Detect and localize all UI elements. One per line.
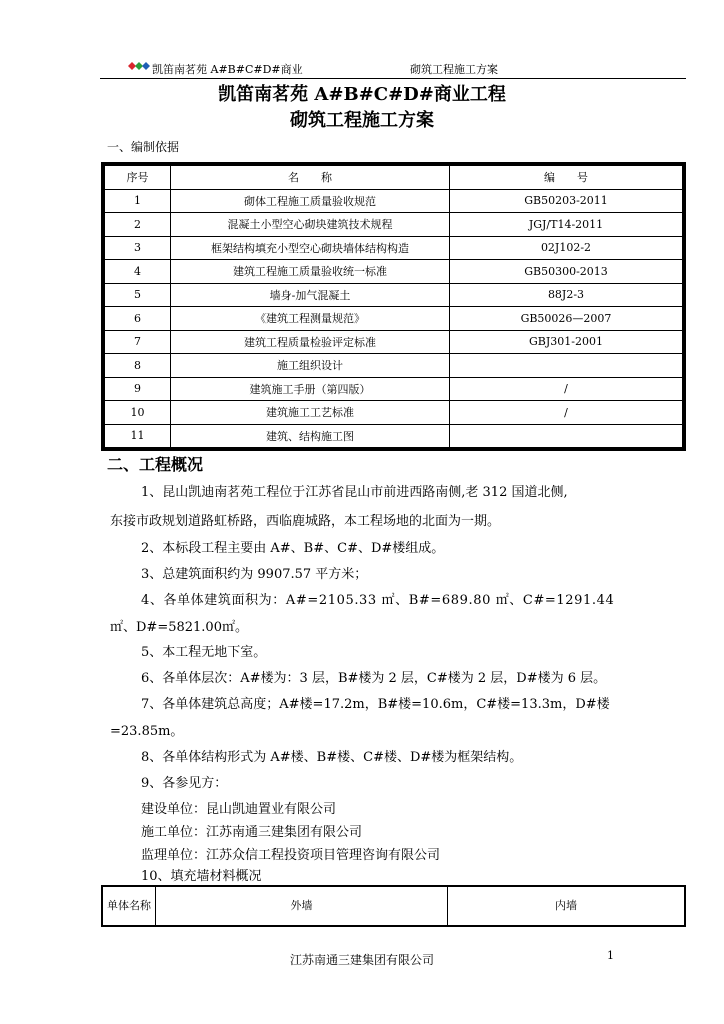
column-header: 序号: [105, 166, 171, 190]
construction-unit: 建设单位：昆山凯迪置业有限公司: [141, 802, 337, 817]
table-row: [105, 330, 683, 354]
paragraph-3: 3、总建筑面积约为 9907.57 平方米；: [141, 567, 368, 582]
paragraph-9: 9、各参见方：: [141, 776, 228, 791]
table-header-row: [103, 887, 685, 926]
table-row: [105, 401, 683, 425]
page-number: 1: [607, 949, 614, 962]
row-name: 建筑施工手册（第四版）: [171, 377, 450, 401]
section2-heading: 二、工程概况: [107, 455, 204, 474]
row-code: [450, 424, 683, 448]
paragraph-7-line1: 7、各单体建筑总高度；A#楼=17.2m，B#楼=10.6m，C#楼=13.3m，D#楼: [141, 697, 610, 712]
row-code: [450, 354, 683, 378]
row-name: 混凝土小型空心砌块建筑技术规程: [171, 213, 450, 237]
column-header: 外墙: [156, 887, 448, 926]
company-logo-icon: [126, 59, 152, 73]
footer-company: 江苏南通三建集团有限公司: [289, 953, 434, 967]
basis-table: [101, 162, 686, 451]
paragraph-4-line2: ㎡、D#=5821.00㎡。: [110, 620, 248, 635]
table-header-row: [105, 166, 683, 190]
section1-heading: 一、编制依据: [107, 140, 180, 154]
row-name: 施工组织设计: [171, 354, 450, 378]
row-code: /: [450, 401, 683, 425]
column-header: 内墙: [448, 887, 685, 926]
table-row: [105, 260, 683, 284]
table-row: [105, 236, 683, 260]
row-name: 框架结构填充小型空心砌块墙体结构构造: [171, 236, 450, 260]
table-row: [105, 307, 683, 331]
row-name: 《建筑工程测量规范》: [171, 307, 450, 331]
row-code: GB50300-2013: [450, 260, 683, 284]
header-document-name: 砌筑工程施工方案: [410, 63, 498, 76]
header-divider: [100, 78, 686, 79]
contractor-unit: 施工单位：江苏南通三建集团有限公司: [141, 825, 363, 840]
row-no: 8: [105, 354, 171, 378]
table-row: [105, 354, 683, 378]
row-name: 建筑工程质量检验评定标准: [171, 330, 450, 354]
paragraph-8: 8、各单体结构形式为 A#楼、B#楼、C#楼、D#楼为框架结构。: [141, 750, 523, 765]
wall-material-table: [101, 885, 686, 927]
row-code: JGJ/T14-2011: [450, 213, 683, 237]
paragraph-2: 2、本标段工程主要由 A#、B#、C#、D#楼组成。: [141, 541, 445, 556]
row-no: 7: [105, 330, 171, 354]
row-code: GBJ301-2001: [450, 330, 683, 354]
paragraph-4-line1: 4、各单体建筑面积为：A#=2105.33 ㎡、B#=689.80 ㎡、C#=1291.44: [141, 593, 615, 608]
table-row: [105, 213, 683, 237]
table-row: [105, 424, 683, 448]
row-no: 11: [105, 424, 171, 448]
table-row: [105, 377, 683, 401]
paragraph-5: 5、本工程无地下室。: [141, 645, 267, 660]
row-code: 02J102-2: [450, 236, 683, 260]
row-name: 建筑施工工艺标准: [171, 401, 450, 425]
row-name: 砌体工程施工质量验收规范: [171, 189, 450, 213]
paragraph-10: 10、填充墙材料概况: [141, 869, 262, 884]
row-code: 88J2-3: [450, 283, 683, 307]
row-name: 建筑工程施工质量验收统一标准: [171, 260, 450, 284]
row-name: 建筑、结构施工图: [171, 424, 450, 448]
column-header: 名 称: [171, 166, 450, 190]
row-code: GB50026—2007: [450, 307, 683, 331]
table-row: [105, 189, 683, 213]
row-name: 墙身-加气混凝土: [171, 283, 450, 307]
paragraph-6: 6、各单体层次：A#楼为：3 层，B#楼为 2 层，C#楼为 2 层，D#楼为 6 层。: [141, 671, 607, 686]
row-code: GB50203-2011: [450, 189, 683, 213]
column-header: 单体名称: [103, 887, 156, 926]
row-no: 10: [105, 401, 171, 425]
paragraph-7-line2: =23.85m。: [110, 724, 184, 739]
row-code: /: [450, 377, 683, 401]
supervisor-unit: 监理单位：江苏众信工程投资项目管理咨询有限公司: [141, 848, 441, 863]
column-header: 编 号: [450, 166, 683, 190]
row-no: 6: [105, 307, 171, 331]
row-no: 9: [105, 377, 171, 401]
paragraph-1-line2: 东接市政规划道路虹桥路，西临鹿城路，本工程场地的北面为一期。: [110, 514, 501, 529]
table-row: [105, 283, 683, 307]
paragraph-1-line1: 1、昆山凯迪南茗苑工程位于江苏省昆山市前进西路南侧,老 312 国道北侧,: [141, 485, 568, 500]
row-no: 1: [105, 189, 171, 213]
document-subtitle: 砌筑工程施工方案: [290, 110, 434, 131]
row-no: 3: [105, 236, 171, 260]
row-no: 5: [105, 283, 171, 307]
header-project-name: 凯笛南茗苑 A#B#C#D#商业: [152, 63, 303, 76]
row-no: 2: [105, 213, 171, 237]
row-no: 4: [105, 260, 171, 284]
document-title: 凯笛南茗苑 A#B#C#D#商业工程: [218, 84, 506, 105]
